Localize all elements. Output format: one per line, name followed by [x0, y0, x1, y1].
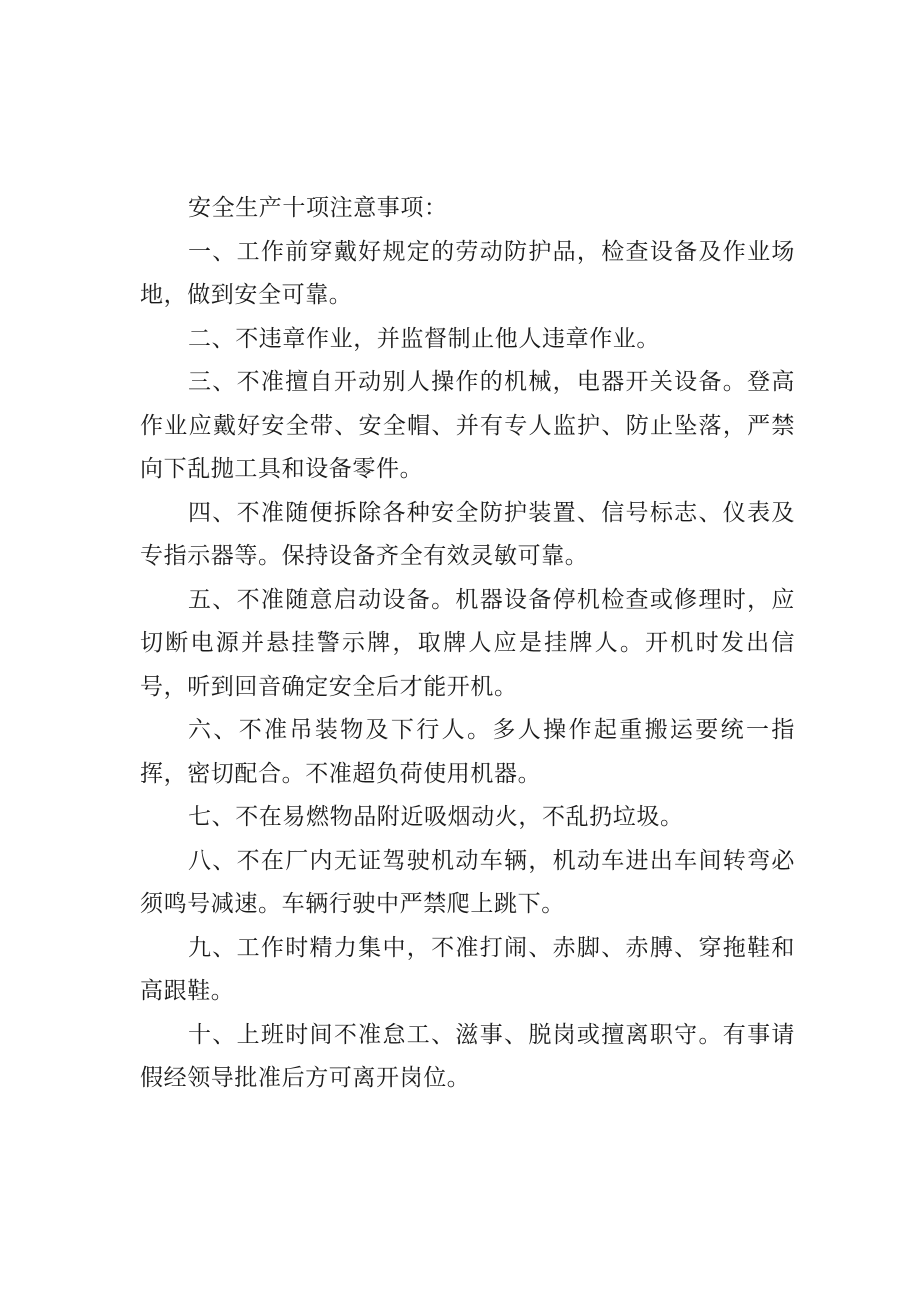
item-10: 十、上班时间不准怠工、滋事、脱岗或擅离职守。有事请假经领导批准后方可离开岗位。: [140, 1021, 795, 1091]
item-2: 二、不违章作业，并监督制止他人违章作业。: [188, 325, 660, 352]
document-body: [140, 187, 795, 1101]
item-6: 六、不准吊装物及下行人。多人操作起重搬运要统一指挥，密切配合。不准超负荷使用机器。: [140, 717, 795, 787]
item-9: 九、工作时精力集中，不准打闹、赤脚、赤膊、穿拖鞋和高跟鞋。: [140, 934, 795, 1004]
item-7: 七、不在易燃物品附近吸烟动火，不乱扔垃圾。: [188, 804, 684, 830]
item-1: 一、工作前穿戴好规定的劳动防护品，检查设备及作业场地，做到安全可靠。: [140, 238, 795, 308]
item-4: 四、不准随便拆除各种安全防护装置、信号标志、仪表及专指示器等。保持设备齐全有效灵敏可靠。: [140, 499, 795, 569]
item-5: 五、不准随意启动设备。机器设备停机检查或修理时，应切断电源并悬挂警示牌，取牌人应是挂牌人。开机时发出信号，听到回音确定安全后才能开机。: [140, 586, 795, 700]
document-title: 安全生产十项注意事项：: [188, 195, 448, 221]
item-8: 八、不在厂内无证驾驶机动车辆，机动车进出车间转弯必须鸣号减速。车辆行驶中严禁爬上跳下。: [140, 847, 795, 917]
item-3: 三、不准擅自开动别人操作的机械，电器开关设备。登高作业应戴好安全带、安全帽、并有专人监护、防止坠落，严禁向下乱抛工具和设备零件。: [140, 369, 795, 482]
